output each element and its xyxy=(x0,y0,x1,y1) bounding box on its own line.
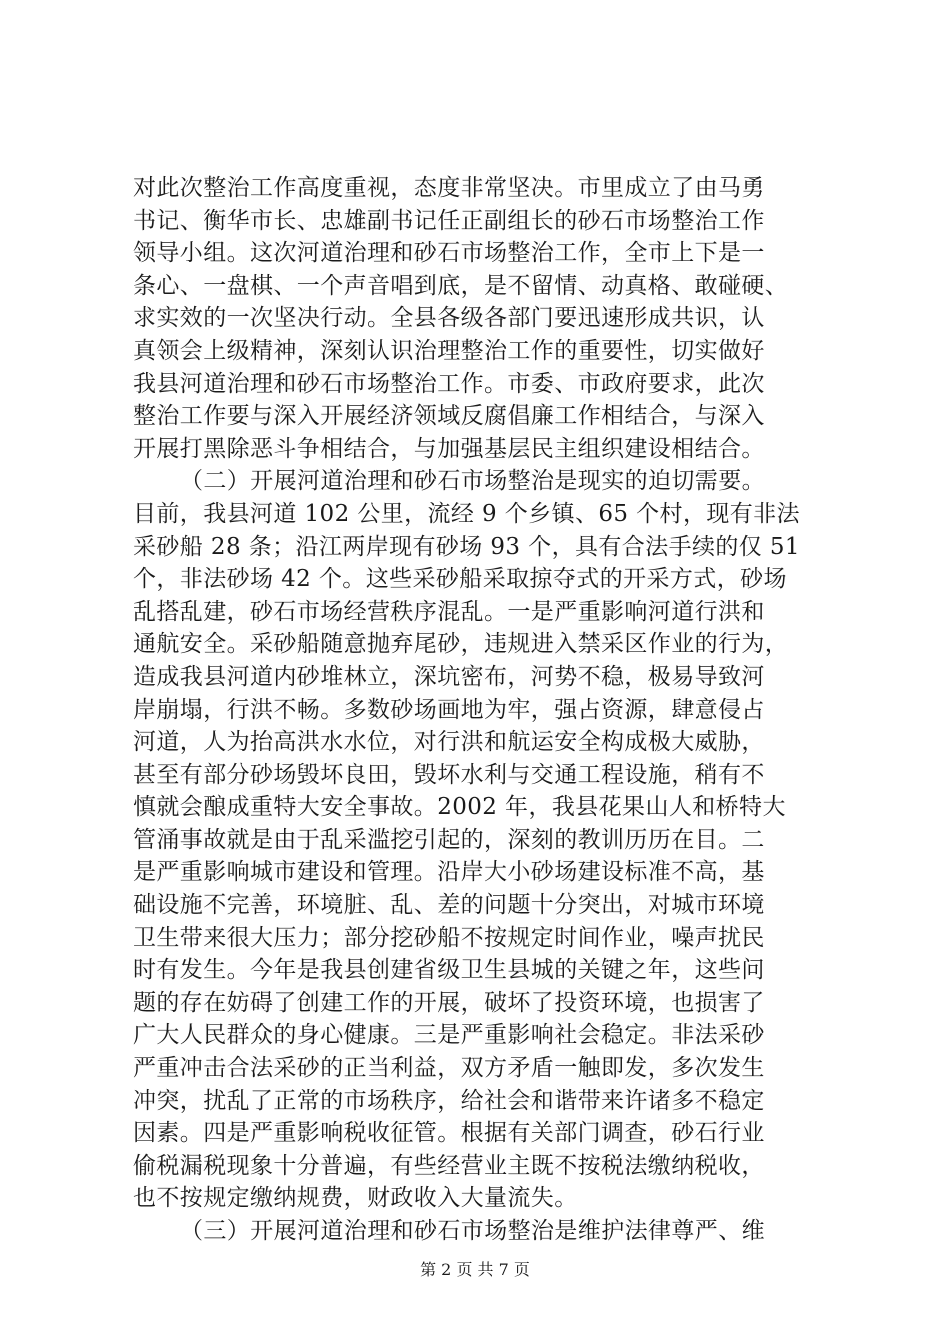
text-line: 题的存在妨碍了创建工作的开展，破坏了投资环境，也损害了 xyxy=(133,989,765,1016)
text-line: 我县河道治理和砂石市场整治工作。市委、市政府要求，此次 xyxy=(133,370,765,397)
document-body xyxy=(133,172,823,1248)
text-line: 造成我县河道内砂堆林立，深坑密布，河势不稳，极易导致河 xyxy=(133,663,765,690)
text-line: 乱搭乱建，砂石市场经营秩序混乱。一是严重影响河道行洪和 xyxy=(133,598,765,625)
text-line: 严重冲击合法采砂的正当利益，双方矛盾一触即发，多次发生 xyxy=(133,1055,765,1082)
text-line: 书记、衡华市长、忠雄副书记任正副组长的砂石市场整治工作 xyxy=(133,207,765,234)
text-line: 卫生带来很大压力；部分挖砂船不按规定时间作业，噪声扰民 xyxy=(133,924,765,951)
paragraph-heading-line: （三）开展河道治理和砂石市场整治是维护法律尊严、维 xyxy=(180,1218,765,1244)
text-line: 冲突，扰乱了正常的市场秩序，给社会和谐带来许诸多不稳定 xyxy=(133,1087,765,1114)
text-line: 河道，人为抬高洪水水位，对行洪和航运安全构成极大威胁， xyxy=(133,729,765,756)
text-line: 偷税漏税现象十分普遍，有些经营业主既不按税法缴纳税收， xyxy=(133,1152,765,1179)
text-line: 也不按规定缴纳规费，财政收入大量流失。 xyxy=(133,1185,578,1212)
text-line: 开展打黑除恶斗争相结合，与加强基层民主组织建设相结合。 xyxy=(133,435,765,462)
text-line: 个，非法砂场 42 个。这些采砂船采取掠夺式的开采方式，砂场 xyxy=(133,566,787,593)
text-line: 时有发生。今年是我县创建省级卫生县城的关键之年，这些问 xyxy=(133,957,765,984)
text-line: 通航安全。采砂船随意抛弃尾砂，违规进入禁采区作业的行为， xyxy=(133,631,789,658)
page-number-footer: 第 2 页 共 7 页 xyxy=(420,1260,530,1279)
text-line: 是严重影响城市建设和管理。沿岸大小砂场建设标准不高，基 xyxy=(133,859,765,886)
text-line: 整治工作要与深入开展经济领域反腐倡廉工作相结合，与深入 xyxy=(133,403,765,430)
text-line: 甚至有部分砂场毁坏良田，毁坏水利与交通工程设施，稍有不 xyxy=(133,761,765,788)
text-line: 领导小组。这次河道治理和砂石市场整治工作，全市上下是一 xyxy=(133,240,765,267)
text-line: 条心、一盘棋、一个声音唱到底，是不留情、动真格、敢碰硬、 xyxy=(133,272,789,299)
text-line: 采砂船 28 条；沿江两岸现有砂场 93 个，具有合法手续的仅 51 xyxy=(133,533,800,560)
text-line: 管涌事故就是由于乱采滥挖引起的，深刻的教训历历在目。二 xyxy=(133,826,765,853)
text-line: 对此次整治工作高度重视，态度非常坚决。市里成立了由马勇 xyxy=(133,175,765,201)
text-line: 慎就会酿成重特大安全事故。2002 年，我县花果山人和桥特大 xyxy=(133,794,786,821)
text-line: 真领会上级精神，深刻认识治理整治工作的重要性，切实做好 xyxy=(133,337,765,364)
text-line: 础设施不完善，环境脏、乱、差的问题十分突出，对城市环境 xyxy=(133,892,765,919)
text-line: 求实效的一次坚决行动。全县各级各部门要迅速形成共识，认 xyxy=(133,305,765,332)
paragraph-heading-line: （二）开展河道治理和砂石市场整治是现实的迫切需要。 xyxy=(180,468,765,495)
text-line: 目前，我县河道 102 公里，流经 9 个乡镇、65 个村，现有非法 xyxy=(133,500,800,527)
text-line: 岸崩塌，行洪不畅。多数砂场画地为牢，强占资源，肆意侵占 xyxy=(133,696,765,723)
text-line: 因素。四是严重影响税收征管。根据有关部门调查，砂石行业 xyxy=(133,1120,765,1147)
text-line: 广大人民群众的身心健康。三是严重影响社会稳定。非法采砂 xyxy=(133,1022,765,1049)
